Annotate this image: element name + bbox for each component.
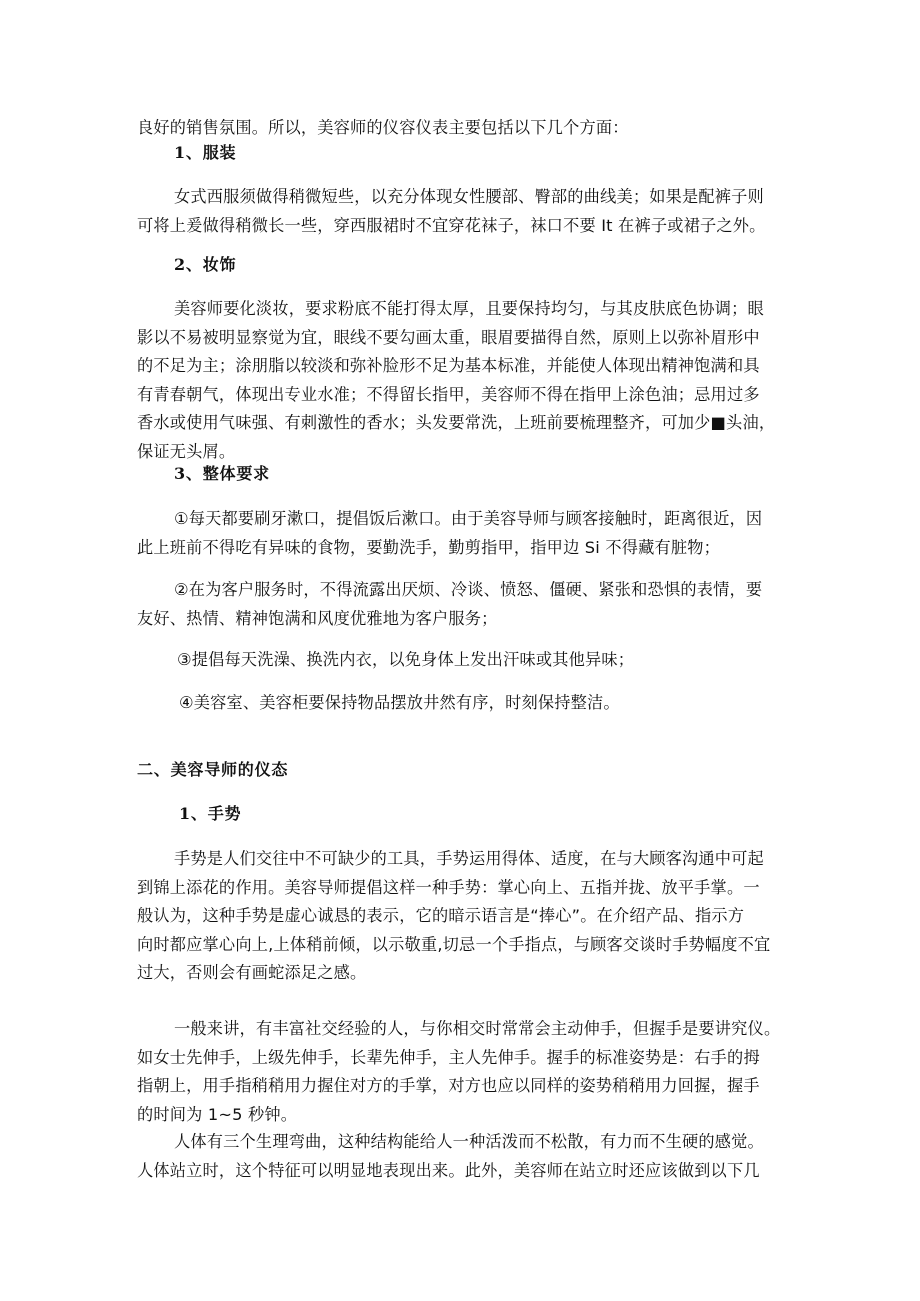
heading-makeup: 2、妆饰: [174, 255, 237, 274]
text-line: 的不足为主；涂朋脂以较淡和弥补脸形不足为基本标准，并能使人体现出精神饱满和具: [137, 356, 760, 375]
text-line: 香水或使用气味强、有刺激性的香水；头发要常洗，上班前要梳理整齐，可加少■头油，: [137, 413, 776, 432]
text-line: ②在为客户服务时，不得流露出厌烦、冷谈、愤怒、僵硬、紧张和恐惧的表情，要: [174, 580, 763, 599]
text-line: ①每天都要刷牙漱口，提倡饭后漱口。由于美容导师与顾客接触时，距离很近，因: [174, 509, 763, 528]
intro-line: [137, 114, 787, 143]
text-line: 美容师要化淡妆，要求粉底不能打得太厚，且要保持均匀，与其皮肤底色协调；眼: [174, 299, 764, 318]
paragraph-item-1: [137, 505, 787, 562]
text-line: 指朝上，用手指稍稍用力握住对方的手掌，对方也应以同样的姿势稍稍用力回握，握手: [137, 1076, 760, 1095]
text-line: 般认为，这种手势是虚心诚恳的表示，它的暗示语言是“捧心”。在介绍产品、指示方: [137, 906, 745, 925]
text-line: ③提倡每天洗澡、换洗内衣，以免身体上发出汗味或其他异味；: [177, 650, 635, 669]
text-line: 向时都应掌心向上,上体稍前倾，以示敬重,切忌一个手指点，与顾客交谈时手势幅度不宜: [137, 934, 771, 954]
paragraph-item-2: [137, 576, 787, 633]
text-line: 一般来讲，有丰富社交经验的人，与你相交时常常会主动伸手，但握手是要讲究仪。: [174, 1019, 781, 1038]
section-2-heading: 二、美容导师的仪态: [137, 760, 289, 779]
text-line: 过大，否则会有画蛇添足之感。: [137, 963, 367, 982]
text-line: 人体有三个生理弯曲，这种结构能给人一种活泼而不松散，有力而不生硬的感觉。: [174, 1132, 764, 1151]
text-line: 友好、热情、精神饱满和风度优雅地为客户服务；: [137, 608, 498, 628]
paragraph-item-3: [137, 646, 787, 675]
text-line: 的时间为 1~5 秒钟。: [137, 1104, 298, 1124]
text-line: 女式西服须做得稍微短些，以充分体现女性腰部、臀部的曲线美；如果是配裤子则: [174, 187, 764, 206]
paragraph-handshake: [137, 1015, 787, 1129]
text-line: 影以不易被明显察觉为宜，眼线不要勾画太重，眼眉要描得自然，原则上以弥补眉形中: [137, 327, 760, 347]
heading-clothing: 1、服装: [174, 143, 237, 162]
heading-gesture: 1、手势: [179, 804, 242, 823]
text-line: 保证无头屑。: [137, 441, 236, 461]
text-line: ④美容室、美容柜要保持物品摆放井然有序，时刻保持整洁。: [179, 693, 620, 712]
paragraph-item-4: [137, 689, 787, 718]
paragraph-gesture: [137, 845, 787, 988]
text-line: 如女士先伸手，上级先伸手，长辈先伸手，主人先伸手。握手的标准姿势是：右手的拇: [137, 1047, 760, 1067]
heading-overall: 3、整体要求: [174, 464, 270, 483]
text-line: 到锦上添花的作用。美容导师提倡这样一种手势：掌心向上、五指并拢、放平手掌。一: [137, 877, 760, 897]
paragraph-clothing: [137, 183, 787, 240]
text-line: 有青春朝气，体现出专业水准；不得留长指甲，美容师不得在指甲上涂色油；忌用过多: [137, 384, 760, 404]
paragraph-posture: [137, 1128, 787, 1185]
paragraph-makeup: [137, 295, 787, 466]
text-line: 此上班前不得吃有异味的食物，要勤洗手，勤剪指甲，指甲边 Si 不得藏有脏物；: [137, 537, 721, 557]
text-line: 手势是人们交往中不可缺少的工具，手势运用得体、适度，在与大顾客沟通中可起: [174, 849, 764, 868]
text-line: 人体站立时，这个特征可以明显地表现出来。此外，美容师在站立时还应该做到以下几: [137, 1160, 760, 1180]
text-line: 良好的销售氛围。所以，美容师的仪容仪表主要包括以下几个方面：: [137, 118, 629, 137]
text-line: 可将上爰做得稍微长一些，穿西服裙时不宜穿花袜子，袜口不要 It 在裤子或裙子之外。: [137, 215, 766, 235]
